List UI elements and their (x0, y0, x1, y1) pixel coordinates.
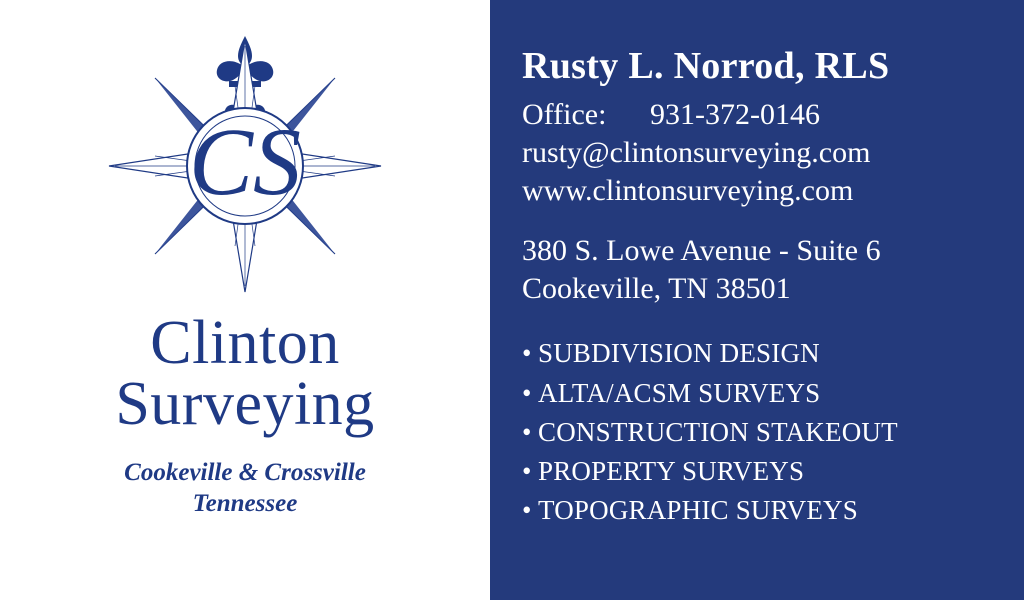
bullet-icon: • (522, 495, 532, 526)
company-name-line2: Surveying (115, 369, 375, 438)
service-label: SUBDIVISION DESIGN (538, 338, 820, 369)
address (522, 232, 1004, 308)
services-list (522, 334, 1004, 530)
contact-details (522, 96, 1004, 210)
service-label: PROPERTY SURVEYS (538, 455, 805, 486)
service-label: TOPOGRAPHIC SURVEYS (538, 495, 858, 526)
service-label: CONSTRUCTION STAKEOUT (538, 416, 898, 447)
person-name: Rusty L. Norrod, RLS (522, 45, 890, 87)
svg-text:CS: CS (188, 108, 302, 215)
service-label: ALTA/ACSM SURVEYS (538, 377, 821, 408)
company-name (115, 309, 375, 438)
contact-panel (490, 0, 1024, 600)
compass-rose-fleur-de-lis-monogram-icon (95, 26, 395, 311)
address-line-2: Cookeville, TN 38501 (522, 272, 791, 306)
website-row[interactable]: www.clintonsurveying.com (522, 174, 854, 208)
list-item (522, 413, 1004, 452)
bullet-icon: • (522, 455, 532, 486)
list-item (522, 334, 1004, 373)
company-tagline (124, 457, 366, 520)
tagline-line2: Tennessee (192, 489, 298, 517)
office-phone-value[interactable]: 931-372-0146 (650, 98, 820, 131)
office-phone-row (522, 96, 1004, 134)
list-item (522, 374, 1004, 413)
bullet-icon: • (522, 416, 532, 447)
company-name-line1: Clinton (150, 309, 340, 377)
address-line-1: 380 S. Lowe Avenue - Suite 6 (522, 234, 881, 268)
email-row[interactable]: rusty@clintonsurveying.com (522, 136, 871, 170)
bullet-icon: • (522, 338, 532, 369)
logo-panel (0, 0, 490, 600)
office-label: Office: (522, 98, 607, 131)
list-item (522, 491, 1004, 530)
bullet-icon: • (522, 377, 532, 408)
list-item (522, 452, 1004, 491)
tagline-line1: Cookeville & Crossville (124, 458, 366, 486)
